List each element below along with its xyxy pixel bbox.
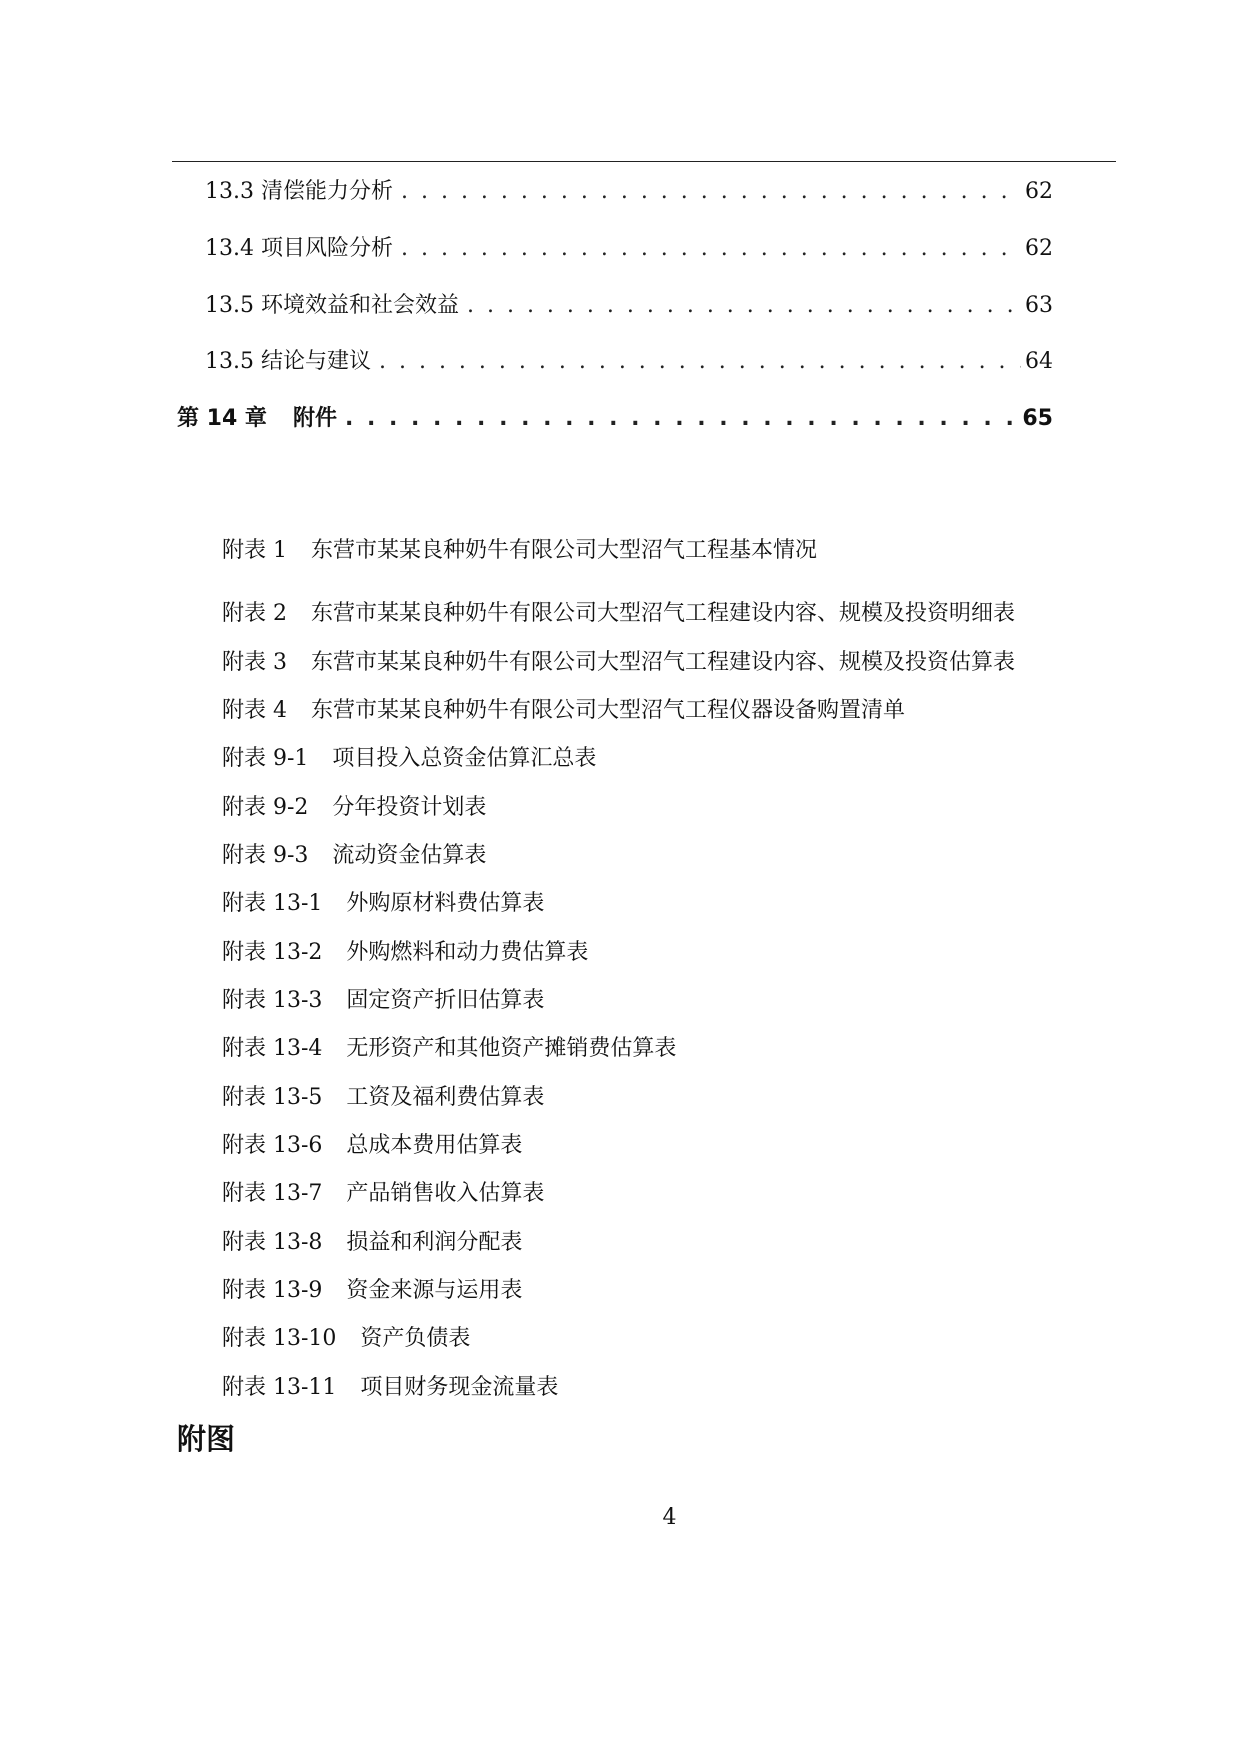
toc-chapter-number: 第 14 章 bbox=[177, 406, 267, 431]
toc-entry-label: 13.4 项目风险分析 bbox=[205, 236, 393, 261]
toc-entry-label: 13.3 清偿能力分析 bbox=[205, 179, 393, 204]
appendix-code: 附表 13-8 bbox=[222, 1230, 323, 1255]
appendix-title: 流动资金估算表 bbox=[332, 843, 487, 868]
toc-dot-leader bbox=[345, 404, 1018, 434]
appendix-title: 固定资产折旧估算表 bbox=[346, 988, 545, 1013]
appendix-item bbox=[222, 535, 817, 567]
toc-entry[interactable] bbox=[205, 234, 1053, 264]
toc-entry-page: 62 bbox=[1025, 236, 1053, 261]
appendix-item bbox=[222, 1372, 558, 1404]
appendix-item bbox=[222, 743, 596, 775]
appendix-code: 附表 9-1 bbox=[222, 746, 309, 771]
toc-dot-leader bbox=[379, 347, 1021, 377]
appendix-title: 项目投入总资金估算汇总表 bbox=[332, 746, 597, 771]
toc-dot-leader bbox=[401, 177, 1021, 207]
toc-entry[interactable] bbox=[205, 291, 1053, 321]
toc-entry-page: 64 bbox=[1025, 349, 1053, 374]
appendix-item bbox=[222, 1130, 522, 1162]
appendix-title: 无形资产和其他资产摊销费估算表 bbox=[346, 1036, 677, 1061]
appendix-item bbox=[222, 1323, 470, 1355]
appendix-item bbox=[222, 888, 544, 920]
appendix-title: 资产负债表 bbox=[360, 1326, 471, 1351]
appendix-item bbox=[222, 792, 486, 824]
appendix-item bbox=[222, 1178, 544, 1210]
header-rule bbox=[172, 161, 1116, 162]
appendix-title: 产品销售收入估算表 bbox=[346, 1181, 545, 1206]
appendix-code: 附表 13-4 bbox=[222, 1036, 323, 1061]
appendix-item bbox=[222, 1227, 522, 1259]
appendix-title: 工资及福利费估算表 bbox=[346, 1085, 545, 1110]
appendix-title: 东营市某某良种奶牛有限公司大型沼气工程建设内容、规模及投资明细表 bbox=[311, 601, 1016, 626]
appendix-title: 项目财务现金流量表 bbox=[360, 1375, 559, 1400]
appendix-code: 附表 13-11 bbox=[222, 1375, 337, 1400]
appendix-item bbox=[222, 840, 486, 872]
appendix-code: 附表 13-10 bbox=[222, 1326, 337, 1351]
figures-heading: 附图 bbox=[177, 1422, 236, 1456]
page-number: 4 bbox=[662, 1505, 677, 1530]
toc-chapter-title: 附件 bbox=[292, 406, 337, 431]
appendix-code: 附表 3 bbox=[222, 650, 287, 675]
appendix-item bbox=[222, 1082, 544, 1114]
appendix-code: 附表 13-3 bbox=[222, 988, 323, 1013]
appendix-title: 资金来源与运用表 bbox=[346, 1278, 523, 1303]
appendix-code: 附表 13-6 bbox=[222, 1133, 323, 1158]
toc-dot-leader bbox=[467, 291, 1021, 321]
appendix-code: 附表 13-9 bbox=[222, 1278, 323, 1303]
toc-entry-page: 62 bbox=[1025, 179, 1053, 204]
toc-entry-label: 13.5 结论与建议 bbox=[205, 349, 371, 374]
appendix-title: 东营市某某良种奶牛有限公司大型沼气工程基本情况 bbox=[311, 538, 818, 563]
appendix-title: 外购原材料费估算表 bbox=[346, 891, 545, 916]
toc-chapter-entry[interactable] bbox=[177, 404, 1053, 434]
appendix-item bbox=[222, 695, 905, 727]
appendix-title: 损益和利润分配表 bbox=[346, 1230, 523, 1255]
appendix-code: 附表 2 bbox=[222, 601, 287, 626]
appendix-code: 附表 13-7 bbox=[222, 1181, 323, 1206]
appendix-item bbox=[222, 1275, 522, 1307]
appendix-code: 附表 1 bbox=[222, 538, 287, 563]
appendix-code: 附表 9-3 bbox=[222, 843, 309, 868]
appendix-code: 附表 4 bbox=[222, 698, 287, 723]
toc-chapter-page: 65 bbox=[1022, 406, 1053, 431]
appendix-code: 附表 13-2 bbox=[222, 940, 323, 965]
appendix-item bbox=[222, 985, 544, 1017]
appendix-item bbox=[222, 937, 588, 969]
appendix-title: 总成本费用估算表 bbox=[346, 1133, 523, 1158]
appendix-item bbox=[222, 1033, 676, 1065]
appendix-title: 外购燃料和动力费估算表 bbox=[346, 940, 589, 965]
appendix-code: 附表 13-1 bbox=[222, 891, 323, 916]
appendix-item bbox=[222, 647, 1015, 679]
toc-entry-page: 63 bbox=[1025, 293, 1053, 318]
toc-chapter-label bbox=[177, 404, 345, 434]
appendix-title: 分年投资计划表 bbox=[332, 795, 487, 820]
appendix-title: 东营市某某良种奶牛有限公司大型沼气工程仪器设备购置清单 bbox=[311, 698, 906, 723]
appendix-code: 附表 13-5 bbox=[222, 1085, 323, 1110]
toc-entry[interactable] bbox=[205, 347, 1053, 377]
toc-entry[interactable] bbox=[205, 177, 1053, 207]
appendix-code: 附表 9-2 bbox=[222, 795, 309, 820]
appendix-title: 东营市某某良种奶牛有限公司大型沼气工程建设内容、规模及投资估算表 bbox=[311, 650, 1016, 675]
toc-entry-label: 13.5 环境效益和社会效益 bbox=[205, 293, 459, 318]
appendix-item bbox=[222, 598, 1015, 630]
toc-dot-leader bbox=[401, 234, 1021, 264]
